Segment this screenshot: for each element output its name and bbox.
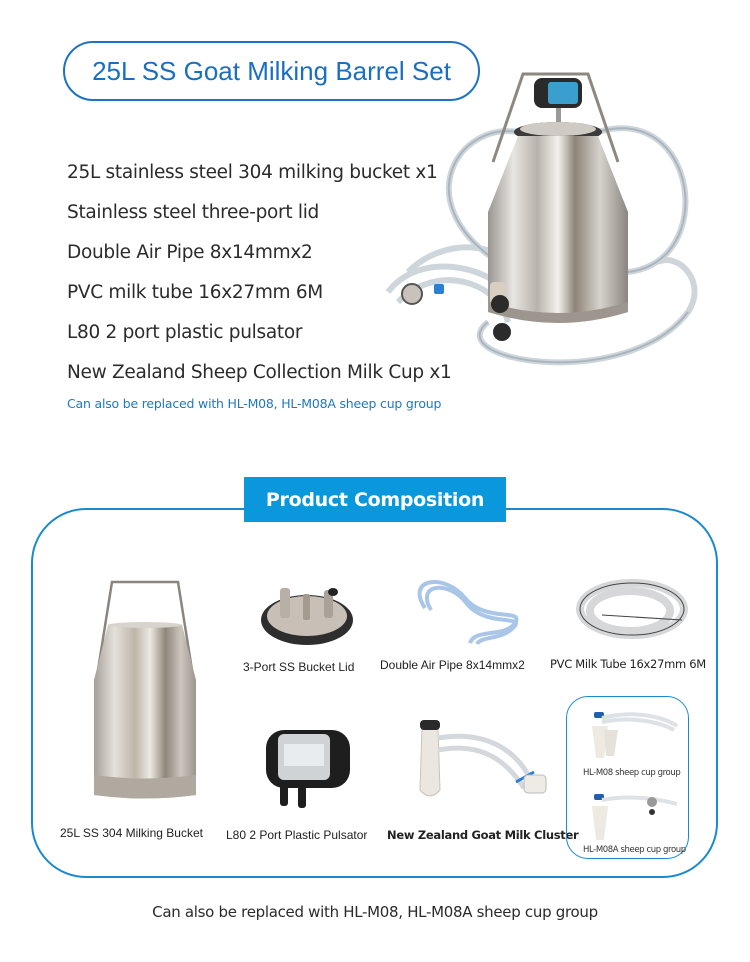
component-lid xyxy=(240,578,360,678)
pvc-tube-image xyxy=(572,575,692,645)
composition-header-text: Product Composition xyxy=(265,488,485,511)
footer-note: Can also be replaced with HL-M08, HL-M08A sheep cup group xyxy=(152,903,598,921)
component-label: PVC Milk Tube 16x27mm 6M xyxy=(550,657,706,671)
composition-header xyxy=(244,477,506,522)
milk-cluster-image xyxy=(406,720,556,815)
component-bucket xyxy=(60,570,220,840)
spec-item: Stainless steel three-port lid xyxy=(67,202,319,223)
component-milk-cluster xyxy=(386,720,579,850)
component-label: 3-Port SS Bucket Lid xyxy=(243,660,355,674)
spec-item: L80 2 port plastic pulsator xyxy=(67,322,303,343)
hl-m08a-image xyxy=(582,790,682,840)
component-label: 25L SS 304 Milking Bucket xyxy=(60,826,203,840)
spec-note: Can also be replaced with HL-M08, HL-M08A sheep cup group xyxy=(67,396,442,411)
alternative-label: HL-M08A sheep cup group xyxy=(583,845,686,855)
hero-product-image xyxy=(378,62,708,382)
component-label: New Zealand Goat Milk Cluster xyxy=(387,828,579,842)
bucket-image xyxy=(70,570,220,815)
spec-item: Double Air Pipe 8x14mmx2 xyxy=(67,242,313,263)
spec-item: New Zealand Sheep Collection Milk Cup x1 xyxy=(67,362,452,383)
lid-image xyxy=(252,578,362,648)
hl-m08-image xyxy=(582,708,682,758)
page-title-text: 25L SS Goat Milking Barrel Set xyxy=(92,55,451,86)
spec-item: 25L stainless steel 304 milking bucket x1 xyxy=(67,162,438,183)
spec-item: PVC milk tube 16x27mm 6M xyxy=(67,282,323,303)
component-label: L80 2 Port Plastic Pulsator xyxy=(226,828,368,842)
component-label: Double Air Pipe 8x14mmx2 xyxy=(380,658,525,672)
air-pipe-image xyxy=(395,578,535,648)
component-pvc-tube xyxy=(548,575,713,675)
alternative-label: HL-M08 sheep cup group xyxy=(583,768,681,778)
component-pulsator xyxy=(226,720,386,850)
pulsator-image xyxy=(258,720,358,810)
component-air-pipe xyxy=(380,578,540,678)
